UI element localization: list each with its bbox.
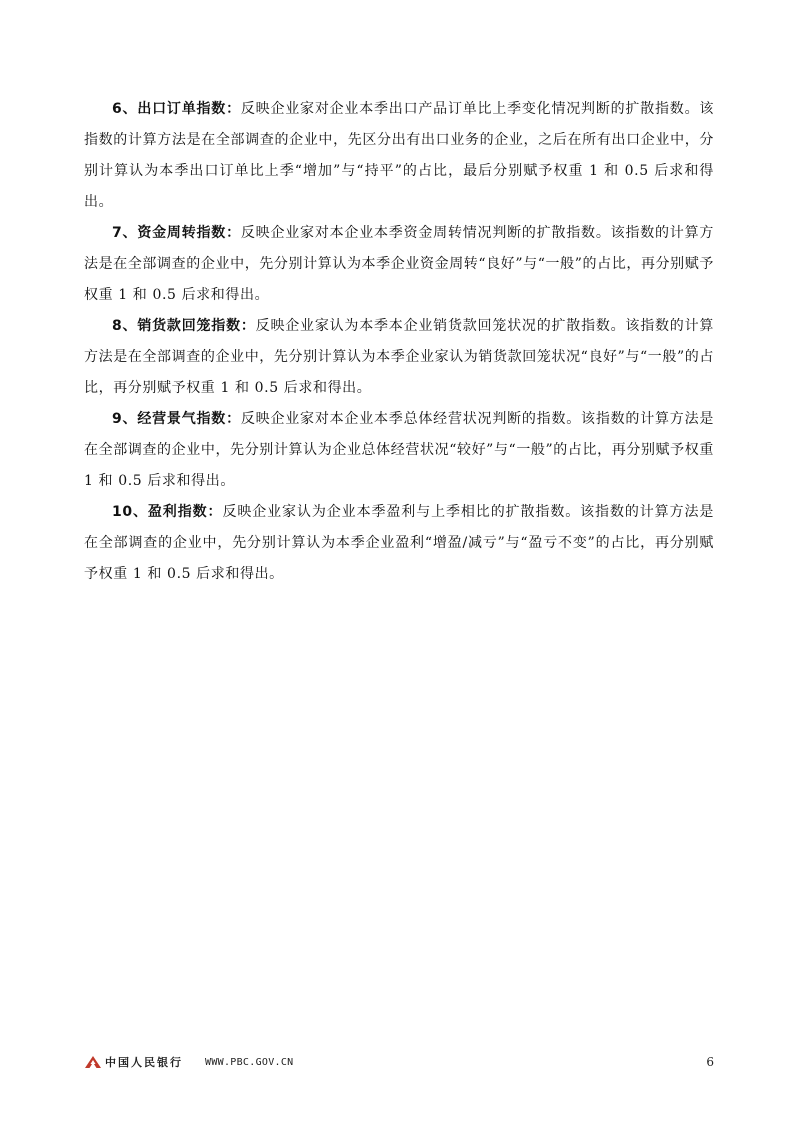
- item-number: 7、: [112, 225, 138, 241]
- pbc-logo-icon: [84, 1055, 102, 1069]
- item-text: 反映企业家对本企业本季资金周转情况判断的扩散指数。该指数的计算方法是在全部调查的企业中，先分别计算认为本季企业资金周转“良好”与“一般”的占比，再分别赋予权重 1 和 0.5 后求和得出。: [84, 225, 714, 303]
- item-colon: ：: [226, 101, 241, 117]
- item-colon: ：: [226, 411, 241, 427]
- item-text: 反映企业家对本企业本季总体经营状况判断的指数。该指数的计算方法是在全部调查的企业中，先分别计算认为企业总体经营状况“较好”与“一般”的占比，再分别赋予权重 1 和 0.5 后求和得出。: [84, 411, 714, 489]
- item-colon: ：: [207, 504, 223, 520]
- item-text: 反映企业家认为本季本企业销货款回笼状况的扩散指数。该指数的计算方法是在全部调查的企业中，先分别计算认为本季企业家认为销货款回笼状况“良好”与“一般”的占比，再分别赋予权重 1 和 0.5 后求和得出。: [84, 318, 714, 396]
- item-text: 反映企业家认为企业本季盈利与上季相比的扩散指数。该指数的计算方法是在全部调查的企业中，先分别计算认为本季企业盈利“增盈/减亏”与“盈亏不变”的占比，再分别赋予权重 1 和 0.5 后求和得出。: [84, 504, 714, 582]
- item-term: 出口订单指数: [137, 101, 227, 117]
- item-number: 10、: [112, 504, 148, 520]
- item-term: 经营景气指数: [137, 411, 227, 427]
- item-number: 9、: [112, 411, 138, 427]
- item-colon: ：: [240, 318, 256, 334]
- website-link[interactable]: WWW.PBC.GOV.CN: [205, 1056, 294, 1068]
- item-colon: ：: [226, 225, 241, 241]
- item-term: 盈利指数: [147, 504, 208, 520]
- paragraph-item-8: [84, 311, 714, 404]
- page-number: 6: [706, 1055, 714, 1069]
- item-term: 资金周转指数: [137, 225, 227, 241]
- paragraph-item-9: [84, 404, 714, 497]
- paragraph-item-10: [84, 497, 714, 590]
- item-term: 销货款回笼指数: [137, 318, 241, 334]
- item-text: 反映企业家对企业本季出口产品订单比上季变化情况判断的扩散指数。该指数的计算方法是在全部调查的企业中，先区分出有出口业务的企业，之后在所有出口企业中，分别计算认为本季出口订单比上季“增加”与“持平”的占比，最后分别赋予权重 1 和 0.5 后求和得出。: [84, 101, 714, 210]
- paragraph-item-7: [84, 218, 714, 311]
- pbc-logo: [84, 1054, 183, 1070]
- page-footer: [84, 1052, 714, 1072]
- item-number: 8、: [112, 318, 138, 334]
- paragraph-item-6: [84, 94, 714, 218]
- org-name: 中国人民银行: [105, 1056, 183, 1069]
- item-number: 6、: [112, 101, 138, 117]
- document-body: [84, 94, 714, 590]
